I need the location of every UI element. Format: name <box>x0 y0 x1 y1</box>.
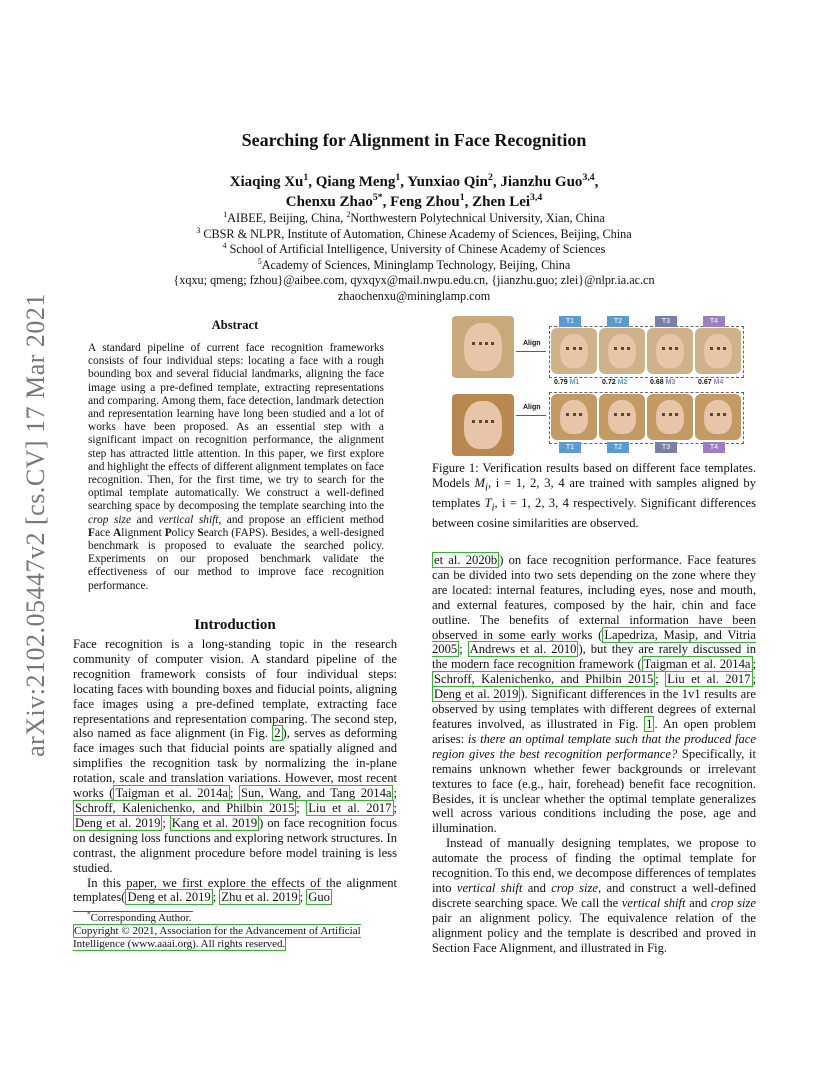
citation-link[interactable]: Zhu et al. 2019 <box>221 890 298 905</box>
paper-title: Searching for Alignment in Face Recognition <box>241 130 587 150</box>
citation-link[interactable]: Sun, Wang, and Tang 2014a <box>241 786 392 801</box>
template-label: T3 <box>655 442 677 453</box>
citation-link[interactable]: Andrews et al. 2010 <box>469 642 577 657</box>
footnote <box>73 912 397 950</box>
citation-link[interactable]: Liu et al. 2017 <box>667 672 751 687</box>
affiliation-line: $^5$Academy of Sciences, Mininglamp Technology, Beijing, China <box>257 256 571 272</box>
aligned-face-image <box>551 394 597 440</box>
citation-link[interactable]: Schroff, Kalenichenko, and Philbin 2015 <box>75 800 295 815</box>
template-label: T2 <box>607 442 629 453</box>
intro-text <box>73 637 397 905</box>
similarity-score: 0.72 M2 <box>602 379 628 386</box>
email-line: zhaochenxu@mininglamp.com <box>337 288 491 303</box>
aligned-face-image <box>599 394 645 440</box>
affiliation-line: $^1$AIBEE, Beijing, China, $^2$Northwestern Polytechnical University, Xian, China <box>223 209 605 225</box>
citation-link[interactable]: Deng et al. 2019 <box>434 687 519 702</box>
figure-link[interactable]: 2 <box>274 726 281 741</box>
align-label-bottom: Align <box>523 404 541 411</box>
author-name: Feng Zhou <box>390 194 460 210</box>
citation-link[interactable]: Kang et al. 2019 <box>171 815 258 830</box>
similarity-score: 0.79 M1 <box>554 379 580 386</box>
arxiv-stamp <box>14 285 58 765</box>
paragraph: In this paper, we first explore the effects of the alignment templates( Deng et al. 2019 ; Zhu et al. 2019 ; Guo <box>73 875 397 905</box>
template-label: T1 <box>559 316 581 327</box>
similarity-score: 0.68 M3 <box>650 379 676 386</box>
abstract-text: A standard pipeline of current face recognition frameworks consists of four individual steps: locating a face with a rough bounding box and several fiducial landmarks, aligning the face image using a pre-defined template, extracting representations and comparing. Among them, face detection, landmark detection and representation learning have long been studied and a lot of works have been proposed. As an essential step with a significant impact on recognition performance, the alignment step has attracted little attention. In this paper, we first explore and highlight the effects of different alignment templates on face recognition. Then, for the first time, we try to search for the optimal template automatically. We construct a well-defined searching space by decomposing the template searching into the crop size and vertical shift, and propose an efficient method Face Alignment Policy Search (FAPS). Besides, a well-designed benchmark is proposed to evaluate the searched policy. Experiments on our proposed benchmark validate the effectiveness of our method to improve face recognition performance. <box>88 342 385 592</box>
arxiv-stamp-text: arXiv:2102.05447v2 [cs.CV] 17 Mar 2021 <box>21 293 50 757</box>
aligned-face-image <box>695 394 741 440</box>
author-list <box>80 172 748 212</box>
affiliations <box>80 211 748 305</box>
paragraph: et al. 2020b ) on face recognition performance. Face features can be divided into two sets depending on the zone where they are located: internal features, including eyes, nose and mouth, and external features, composed by the hair, chin and face outline. The benefits of external information have been observed in some early works ( Lapedriza, Masip, and Vitria 2005 ; Andrews et al. 2010 ), but they are rarely discussed in the modern face recognition framework ( Taigman et al. 2014a ; Schroff, Kalenichenko, and Philbin 2015 ; Liu et al. 2017 ; Deng et al. 2019 ). Significant differences in the 1v1 results are observed by using templates with different degrees of external features involved, as illustrated in Fig. 1 . An open problem arises: is there an optimal template such that the produced face region gives the best recognition performance? Specifically, it remains unknown whether fewer backgrounds or irrelevant textures to face (e.g., hair, forehead) benefit face recognition. Besides, it is unclear whether the optimal template generalizes well across various conditions including the pose, age and illumination. <box>432 553 757 836</box>
citation-link[interactable]: Taigman et al. 2014a <box>643 657 751 672</box>
align-label-top: Align <box>523 340 541 347</box>
input-face-image-top <box>452 316 514 378</box>
citation-link[interactable]: Guo <box>308 890 330 905</box>
citation-link[interactable]: Lapedriza, Masip, and Vitria 2005 <box>432 627 756 657</box>
author-line-2: Chenxu Zhao$^{5*}$, Feng Zhou$^1$, Zhen Lei$^{3,4}$ <box>285 192 543 210</box>
figure-1 <box>446 310 746 460</box>
template-label: T4 <box>703 442 725 453</box>
citation-link[interactable]: Deng et al. 2019 <box>75 815 161 830</box>
citation-link[interactable]: et al. 2020b <box>434 553 498 567</box>
template-label: T1 <box>559 442 581 453</box>
template-label: T3 <box>655 316 677 327</box>
email-line: {xqxu; qmeng; fzhou}@aibee.com, qyxqyx@mail.nwpu.edu.cn, {jianzhu.guo; zlei}@nlpr.ia.ac.cn <box>173 273 655 288</box>
author-name: Zhen Lei <box>472 194 531 210</box>
paragraph: Face recognition is a long-standing topic in the research community of computer vision. A standard pipeline of the recognition framework consists of four individual steps: locating faces with bounding boxes and fiducial points, aligning face images using a pre-defined template, extracting face representations and representation comparing. The second step, also named as face alignment (in Fig. 2 ), serves as deforming face images such that fiducial points are spatially aligned and simplifies the recognition task by normalizing the in-plane rotation, scale and translation variations. However, most recent works ( Taigman et al. 2014a ; Sun, Wang, and Tang 2014a ; Schroff, Kalenichenko, and Philbin 2015 ; Liu et al. 2017 ; Deng et al. 2019 ; Kang et al. 2019 ) on face recognition focus on designing loss functions and exploring network structures. In contrast, the alignment procedure before model training is less studied. <box>73 637 397 875</box>
aligned-face-image <box>647 394 693 440</box>
corresponding-author-note: *Corresponding Author. <box>87 910 192 924</box>
introduction-heading: Introduction <box>194 617 276 633</box>
aligned-face-image <box>599 328 645 374</box>
copyright-link[interactable]: Copyright © 2021, Association for the Advancement of Artificial Intelligence (www.aaai.org). All rights reserved. <box>73 924 361 950</box>
citation-link[interactable]: Taigman et al. 2014a <box>115 786 228 801</box>
aligned-face-image <box>551 328 597 374</box>
figure-1-caption: Figure 1: Verification results based on different face templates. Models $M_i$, i = 1, 2, 3, 4 are trained with samples aligned by templates $T_i$, i = 1, 2, 3, 4 respectively. Significant differences between cosine similarities are observed. <box>432 461 756 531</box>
affiliation-line: $^4$ School of Artificial Intelligence, University of Chinese Academy of Sciences <box>222 241 606 257</box>
author-name: Qiang Meng <box>315 174 396 190</box>
author-name: Jianzhu Guo <box>500 174 583 190</box>
input-face-image-bottom <box>452 394 514 456</box>
template-label: T2 <box>607 316 629 327</box>
paragraph: Instead of manually designing templates, we propose to automate the process of finding the optimal template for recognition. To this end, we decompose differences of templates into vertical shift and crop size, and construct a well-defined discrete searching space. We call the vertical shift and crop size pair an alignment policy. The equivalence relation of the alignment policy and the template is described and proved in Section Face Alignment, and illustrated in Fig. <box>432 836 757 955</box>
citation-link[interactable]: Deng et al. 2019 <box>127 890 211 905</box>
author-line-1: Xiaqing Xu$^1$, Qiang Meng$^1$, Yunxiao Qin$^2$, Jianzhu Guo$^{3,4}$, <box>229 172 599 190</box>
abstract-heading: Abstract <box>211 318 259 332</box>
right-column-text <box>432 553 756 955</box>
align-arrow-top <box>516 351 546 352</box>
citation-link[interactable]: Liu et al. 2017 <box>308 800 392 815</box>
figure-link[interactable]: 1 <box>646 716 653 731</box>
aligned-face-image <box>695 328 741 374</box>
author-name: Xiaqing Xu <box>229 174 304 190</box>
aligned-face-image <box>647 328 693 374</box>
author-name: Yunxiao Qin <box>407 174 488 190</box>
citation-link[interactable]: Schroff, Kalenichenko, and Philbin 2015 <box>434 672 654 687</box>
align-arrow-bottom <box>516 415 546 416</box>
template-label: T4 <box>703 316 725 327</box>
author-name: Chenxu Zhao <box>285 194 373 210</box>
similarity-score: 0.67 M4 <box>698 379 724 386</box>
affiliation-line: $^3$ CBSR & NLPR, Institute of Automation, Chinese Academy of Sciences, Beijing, China <box>196 225 632 241</box>
